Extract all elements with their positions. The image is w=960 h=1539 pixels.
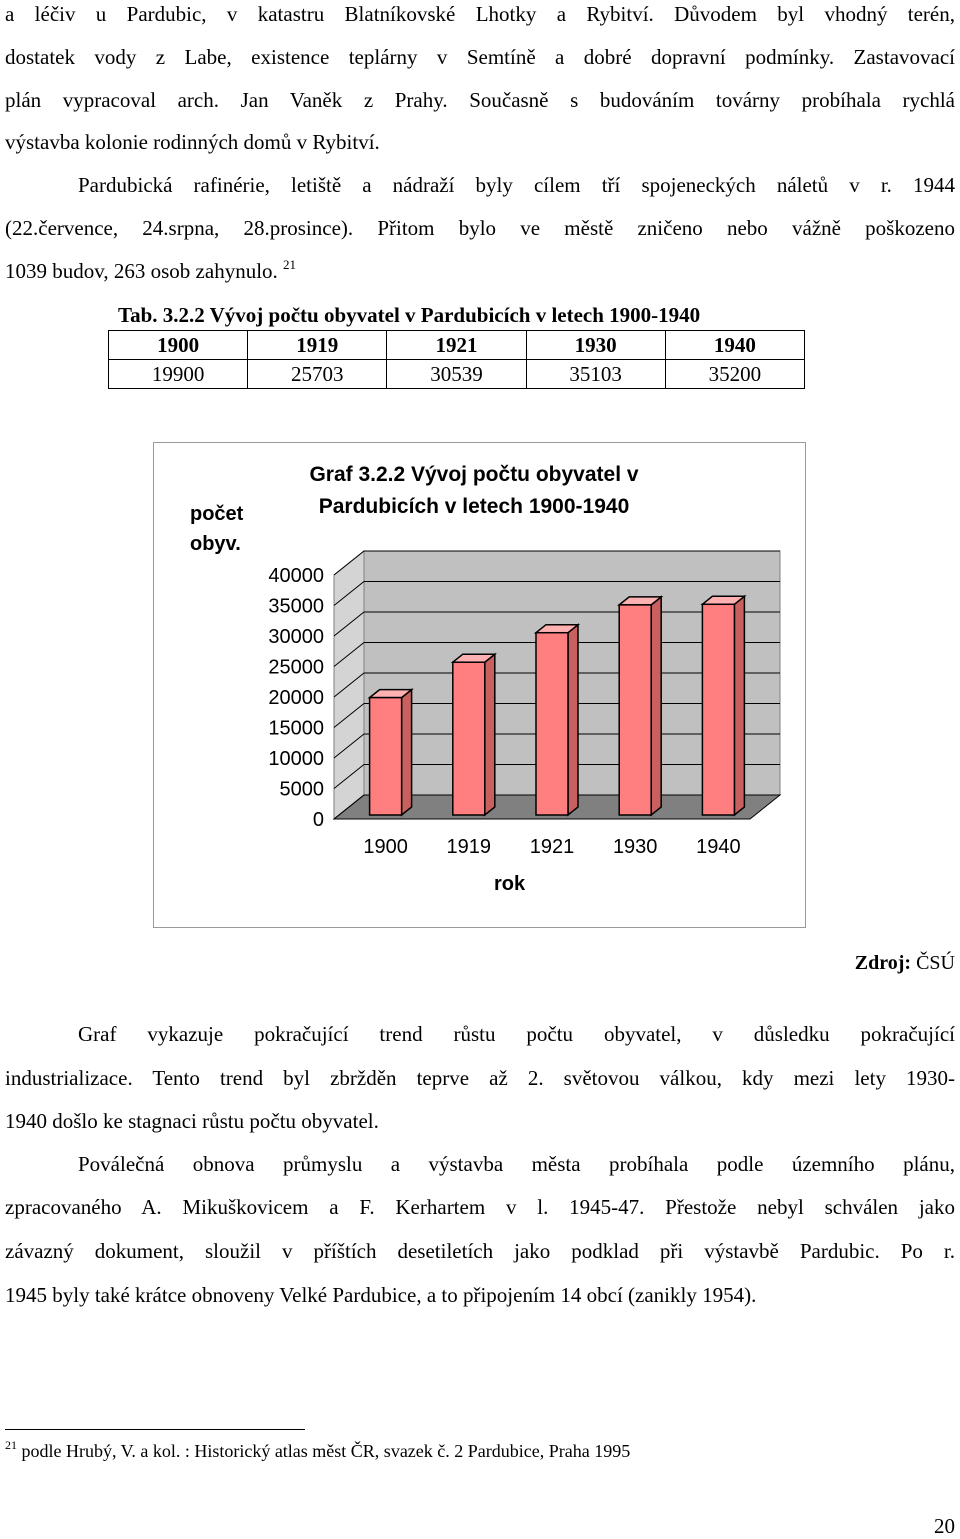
chart-bar-side xyxy=(402,690,412,815)
paragraph-3-line-1: Graf vykazuje pokračující trend růstu počtu obyvatel, v důsledku pokračující xyxy=(78,1022,955,1046)
population-table xyxy=(108,330,805,389)
source-note xyxy=(700,952,955,975)
chart-bar-side xyxy=(651,597,661,815)
paragraph-1-line-2: dostatek vody z Labe, existence teplárny v Semtíně a dobré dopravní podmínky. Zastavovací xyxy=(5,45,955,69)
chart-bar-side xyxy=(485,654,495,815)
chart-title xyxy=(274,459,674,523)
chart-x-axis-label: rok xyxy=(494,873,526,895)
paragraph-4-line-3: závazný dokument, sloužil v příštích desetiletích jako podklad při výstavbě Pardubic. Po r. xyxy=(5,1239,955,1263)
chart-bar xyxy=(453,662,485,815)
paragraph-2-text: 1039 budov, 263 osob zahynulo. xyxy=(5,259,278,283)
chart-x-tick-label: 1940 xyxy=(696,836,741,858)
population-chart xyxy=(153,442,806,928)
table-cell: 30539 xyxy=(387,360,526,389)
footnote-number: 21 xyxy=(5,1438,17,1452)
paragraph-1-line-1: a léčiv u Pardubic, v katastru Blatníkovské Lhotky a Rybitví. Důvodem byl vhodný terén, xyxy=(5,2,955,26)
chart-x-tick-label: 1919 xyxy=(446,836,492,858)
table-row xyxy=(109,360,805,389)
chart-x-tick-label: 1900 xyxy=(363,836,408,858)
chart-y-axis-label xyxy=(190,499,270,559)
paragraph-1-line-4: výstavba kolonie rodinných domů v Rybitví. xyxy=(5,130,380,154)
paragraph-4-line-4: 1945 byly také krátce obnoveny Velké Pardubice, a to připojením 14 obcí (zanikly 1954). xyxy=(5,1283,757,1307)
footnote xyxy=(5,1438,631,1462)
table-header-row xyxy=(109,331,805,360)
chart-x-tick-label: 1930 xyxy=(612,836,658,858)
paragraph-4-line-2: zpracovaného A. Mikuškovicem a F. Kerhartem v l. 1945-47. Přestože nebyl schválen jako xyxy=(5,1195,955,1219)
paragraph-2-line-2: (22.července, 24.srpna, 28.prosince). Přitom bylo ve městě zničeno nebo vážně poškozeno xyxy=(5,216,955,240)
table-header-cell: 1940 xyxy=(665,331,804,360)
chart-y-tick-label: 10000 xyxy=(268,748,324,770)
chart-y-tick-label: 25000 xyxy=(268,656,324,679)
footnote-reference[interactable]: 21 xyxy=(283,257,297,272)
table-header-cell: 1921 xyxy=(387,331,526,360)
paragraph-3-line-3: 1940 došlo ke stagnaci růstu počtu obyvatel. xyxy=(5,1109,379,1133)
chart-bar xyxy=(370,698,402,815)
chart-bar xyxy=(536,633,568,815)
chart-y-tick-label: 35000 xyxy=(268,595,324,618)
paragraph-2-line-1: Pardubická rafinérie, letiště a nádraží byly cílem tří spojeneckých náletů v r. 1944 xyxy=(78,173,955,197)
chart-bar xyxy=(619,605,651,815)
paragraph-2-line-3 xyxy=(5,259,955,283)
table-cell: 35103 xyxy=(526,360,665,389)
footnote-separator xyxy=(5,1429,305,1430)
chart-x-tick-label: 1921 xyxy=(529,836,575,858)
paragraph-1-line-3: plán vypracoval arch. Jan Vaněk z Prahy. Současně s budováním továrny probíhala rychlá xyxy=(5,88,955,112)
paragraph-4-line-1: Poválečná obnova průmyslu a výstavba města probíhala podle územního plánu, xyxy=(78,1152,955,1176)
chart-y-axis-label-line-1: počet xyxy=(190,503,244,525)
chart-y-tick-label: 0 xyxy=(312,809,324,831)
chart-y-axis-label-line-2: obyv. xyxy=(190,533,241,555)
chart-y-tick-label: 5000 xyxy=(279,778,324,801)
table-cell: 19900 xyxy=(109,360,248,389)
chart-title-line-1: Graf 3.2.2 Vývoj počtu obyvatel v xyxy=(309,463,639,486)
chart-title-line-2: Pardubicích v letech 1900-1940 xyxy=(318,495,630,518)
page-number: 20 xyxy=(934,1514,955,1538)
table-header-cell: 1900 xyxy=(109,331,248,360)
chart-bar-side xyxy=(734,596,744,815)
chart-y-tick-label: 15000 xyxy=(268,717,324,740)
source-label: Zdroj: xyxy=(854,952,912,974)
chart-y-tick-label: 40000 xyxy=(268,565,324,587)
table-cell: 25703 xyxy=(248,360,387,389)
paragraph-3-line-2: industrializace. Tento trend byl zbržděn teprve až 2. světovou válkou, kdy mezi lety 1930- xyxy=(5,1066,955,1090)
table-cell: 35200 xyxy=(665,360,804,389)
source-value: ČSÚ xyxy=(911,952,955,974)
table-header-cell: 1930 xyxy=(526,331,665,360)
footnote-text: podle Hrubý, V. a kol. : Historický atlas měst ČR, svazek č. 2 Pardubice, Praha 1995 xyxy=(17,1441,631,1461)
chart-bar-side xyxy=(568,625,578,815)
chart-y-tick-label: 30000 xyxy=(268,626,324,648)
chart-bar xyxy=(702,604,734,815)
table-caption: Tab. 3.2.2 Vývoj počtu obyvatel v Pardubicích v letech 1900-1940 xyxy=(118,303,701,327)
chart-y-tick-label: 20000 xyxy=(268,687,324,709)
table-header-cell: 1919 xyxy=(248,331,387,360)
